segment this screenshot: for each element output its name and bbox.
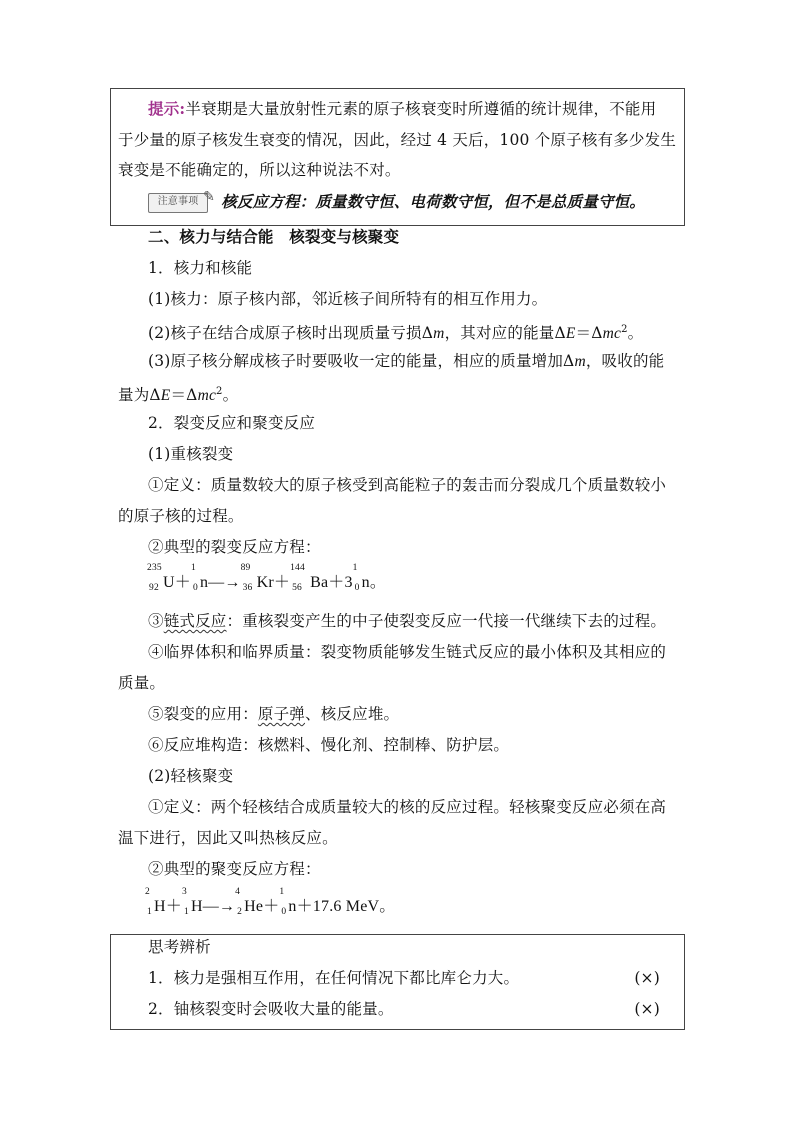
fusion-equation: 2 1 H＋ 3 1 H―→ 4 2 He＋ 1 0 n＋17.6 MeV。 (145, 887, 396, 917)
answer-mark: (×) (634, 1000, 660, 1018)
binding-energy-line-2: 量为ΔE＝Δmc$^2$。 (118, 386, 239, 405)
fission-def-1: ①定义：质量数较大的原子核受到高能粒子的轰击而分裂成几个质量数较小 (148, 476, 667, 494)
sub1-title: 1．核力和核能 (148, 259, 253, 277)
nuclide-ba144: 144 56 Ba (290, 563, 329, 593)
nuclide-kr89: 89 36 Kr (240, 563, 274, 593)
note-badge: 注意事项 ✎ (148, 193, 208, 213)
nuclide-neutron: 1 0 n (279, 887, 297, 917)
hint-line-2: 于少量的原子核发生衰变的情况，因此，经过 4 天后，100 个原子核有多少发生 (118, 131, 677, 149)
typical-fusion-label: ②典型的聚变反应方程： (148, 860, 321, 878)
think-title: 思考辨析 (148, 938, 211, 956)
hint-line-1: 提示:半衰期是大量放射性元素的原子核衰变时所遵循的统计规律，不能用 (148, 99, 657, 118)
critical-line-1: ④临界体积和临界质量：裂变物质能够发生链式反应的最小体积及其相应的 (148, 643, 667, 661)
pen-icon: ✎ (203, 189, 215, 205)
fusion-title: (2)轻核聚变 (148, 767, 234, 785)
sub2-title: 2．裂变反应和聚变反应 (148, 414, 316, 432)
think-item: 1．核力是强相互作用，在任何情况下都比库仑力大。 (×) (148, 969, 660, 987)
fusion-def-1: ①定义：两个轻核结合成质量较大的核的反应过程。轻核聚变反应必须在高 (148, 798, 667, 816)
reactor-structure-line: ⑥反应堆构造：核燃料、慢化剂、控制棒、防护层。 (148, 736, 510, 754)
answer-mark: (×) (634, 969, 660, 987)
nuclide-neutron: 1 0 n (190, 563, 209, 593)
nuclide-h2: 2 1 H (145, 887, 166, 917)
fission-title: (1)重核裂变 (148, 445, 234, 463)
mass-defect-line: (2)核子在结合成原子核时出现质量亏损Δm，其对应的能量ΔE＝Δmc$^2$。 (148, 324, 644, 343)
arrow-icon: ―→ (202, 898, 236, 915)
fission-application-line: ⑤裂变的应用：原子弹、核反应堆。 (148, 705, 400, 723)
binding-energy-line-1: (3)原子核分解成核子时要吸收一定的能量，相应的质量增加Δm，吸收的能 (148, 352, 665, 370)
arrow-icon: ―→ (208, 574, 241, 591)
fission-equation: 235 92 U＋ 1 0 n―→ 89 36 Kr＋ 144 56 Ba＋3 1 0 n。 (147, 563, 387, 593)
section-heading: 二、核力与结合能 核裂变与核聚变 (148, 227, 400, 246)
typical-fission-label: ②典型的裂变反应方程： (148, 538, 321, 556)
critical-line-2: 质量。 (118, 674, 166, 692)
hint-label: 提示: (148, 99, 186, 118)
think-item: 2．铀核裂变时会吸收大量的能量。 (×) (148, 1000, 660, 1018)
chain-reaction-line: ③链式反应：重核裂变产生的中子使裂变反应一代接一代继续下去的过程。 (148, 612, 667, 630)
nuclide-neutron: 1 0 n (352, 563, 370, 593)
nuclide-h3: 3 1 H (181, 887, 203, 917)
fusion-def-2: 温下进行，因此又叫热核反应。 (118, 829, 338, 847)
fission-def-2: 的原子核的过程。 (118, 507, 244, 525)
note-line (148, 191, 645, 213)
nuclear-force-def: (1)核力：原子核内部，邻近核子间所特有的相互作用力。 (148, 290, 548, 308)
hint-line-3: 衰变是不能确定的，所以这种说法不对。 (118, 161, 401, 179)
nuclide-u235: 235 92 U (147, 563, 175, 593)
note-text: 核反应方程：质量数守恒、电荷数守恒，但不是总质量守恒。 (221, 192, 646, 211)
nuclide-he4: 4 2 He (235, 887, 264, 917)
